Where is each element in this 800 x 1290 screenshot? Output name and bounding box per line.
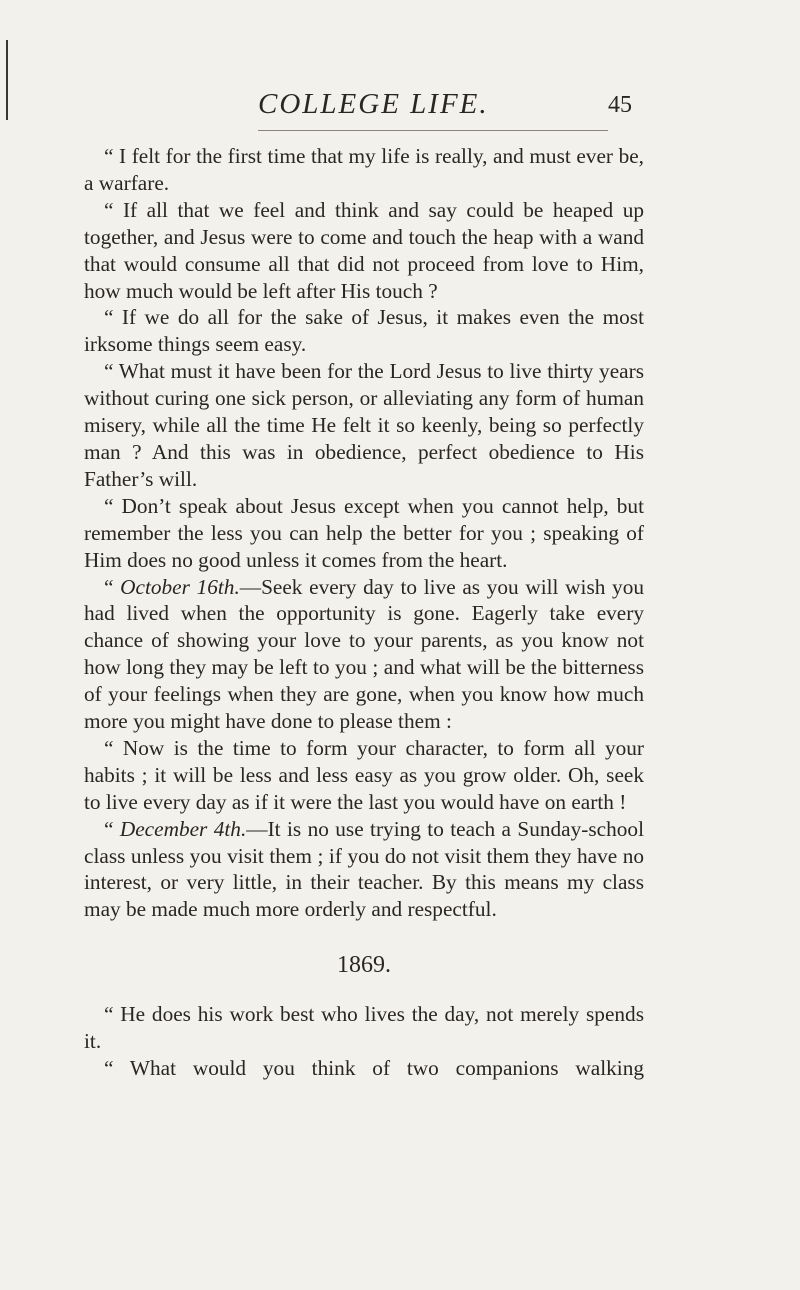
paragraph: “ I felt for the first time that my life is really, and must ever be, a warfare. [84,144,644,195]
entry-text: —Seek every day to live as you will wish you had lived when the opportunity is gone. Eagerly take every chance of showing your love to your parents, as you know not how long they may be left to you ; and what will be the bitterness of your feelings when they are gone, when you know how much more you might have done to please them : [84,574,644,734]
quote-open: “ [104,816,120,841]
dated-entry-december [84,816,644,924]
entry-date: December 4th. [119,816,247,841]
paragraph: “ Now is the time to form your character, to form all your habits ; it will be less and less easy as you grow older. Oh, seek to live every day as if it were the last you would have on earth ! [84,735,644,814]
paragraph: “ He does his work best who lives the day, not merely spends it. [84,1002,644,1054]
paragraph: “ If all that we feel and think and say could be heaped up together, and Jesus were to come and touch the heap with a wand that would consume all that did not proceed from love to Him, how much would be left after His touch ? [84,197,644,303]
header-rule [258,130,608,131]
body-text [84,143,644,1082]
paragraph: “ What must it have been for the Lord Jesus to live thirty years without curing one sick person, or alleviating any form of human misery, while all the time He felt it so keenly, being so perfectly man ? And this was in obedience, perfect obedience to His Father’s will. [84,359,644,491]
page-header [0,88,800,128]
paragraph: “ If we do all for the sake of Jesus, it makes even the most irksome things seem easy. [84,305,644,357]
paragraph: “ What would you think of two companions walking [104,1056,644,1081]
running-head: COLLEGE LIFE. [258,88,489,120]
paragraph: “ Don’t speak about Jesus except when you cannot help, but remember the less you can help the better for you ; speaking of Him does no good unless it comes from the heart. [84,493,644,572]
entry-date: October 16th. [120,574,240,599]
year-heading: 1869. [337,952,391,979]
entry-text: —It is no use trying to teach a Sunday-school class unless you visit them ; if you do not visit them they have no interest, or very little, in their teacher. By this means my class may be made much more orderly and respectful. [84,816,644,922]
quote-open: “ [104,574,121,599]
dated-entry-october [84,574,644,735]
page-number: 45 [608,92,632,118]
